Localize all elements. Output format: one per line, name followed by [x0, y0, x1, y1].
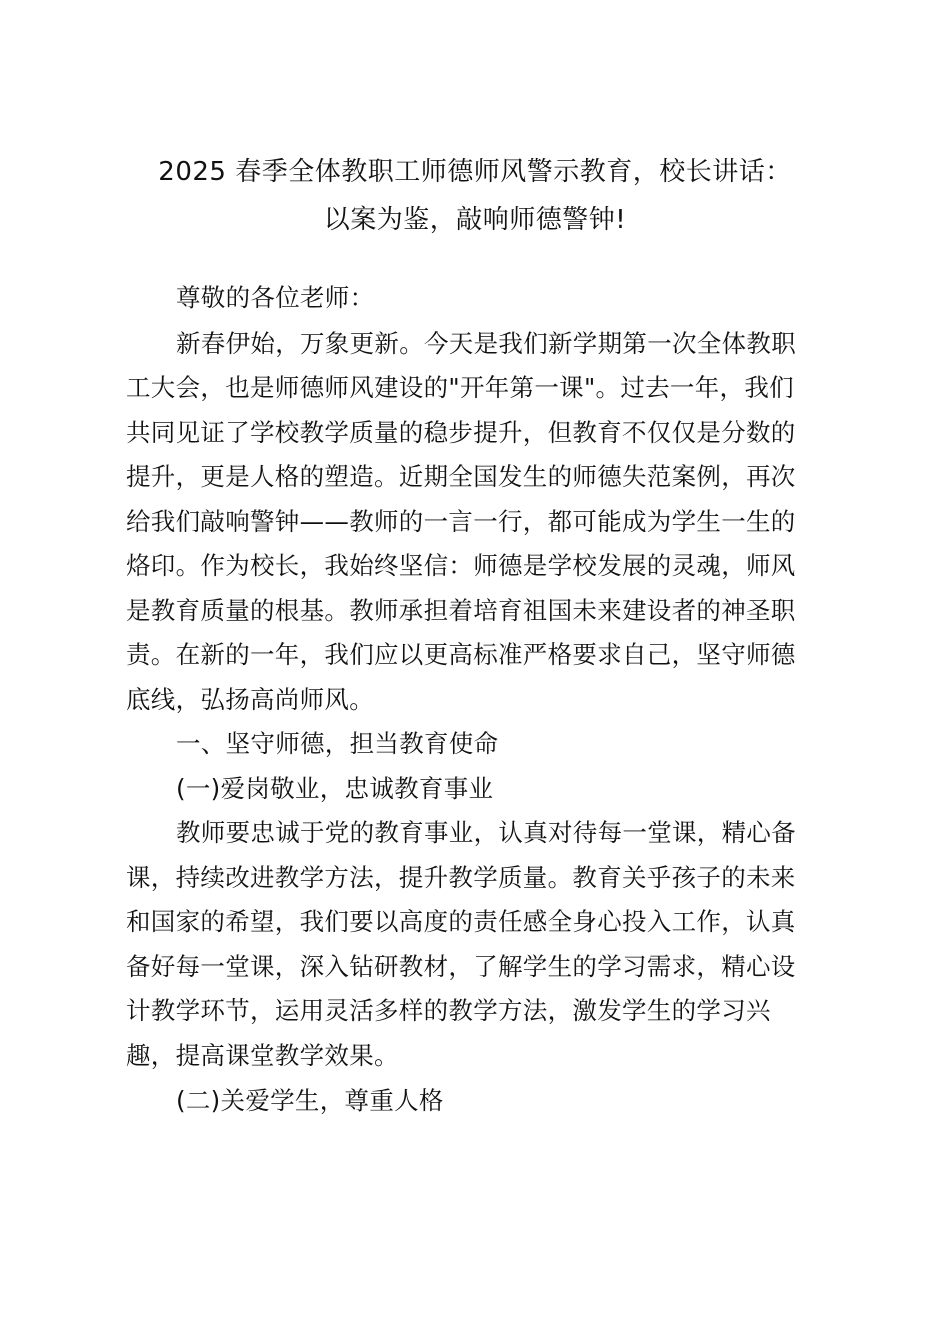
paragraph-1-line: 共同见证了学校教学质量的稳步提升，但教育不仅仅是分数的: [126, 418, 796, 447]
paragraph-2-line: 备好每一堂课，深入钻研教材，了解学生的学习需求，精心设: [126, 952, 796, 981]
subsection-heading-1: (一)爱岗敬业，忠诚教育事业: [176, 774, 494, 803]
paragraph-2-line: 课，持续改进教学方法，提升教学质量。教育关乎孩子的未来: [126, 863, 796, 892]
paragraph-1-line: 新春伊始，万象更新。今天是我们新学期第一次全体教职: [176, 329, 796, 358]
paragraph-1-line: 责。在新的一年，我们应以更高标准严格要求自己，坚守师德: [126, 640, 796, 669]
salutation: 尊敬的各位老师：: [176, 283, 375, 312]
paragraph-2-line: 趣，提高课堂教学效果。: [126, 1041, 399, 1070]
paragraph-1-line: 是教育质量的根基。教师承担着培育祖国未来建设者的神圣职: [126, 596, 796, 625]
paragraph-1-line: 烙印。作为校长，我始终坚信：师德是学校发展的灵魂，师风: [126, 551, 796, 580]
section-heading-1: 一、坚守师德，担当教育使命: [176, 729, 499, 758]
paragraph-1-line: 提升，更是人格的塑造。近期全国发生的师德失范案例，再次: [126, 462, 796, 491]
document-title-line-1: 2025 春季全体教职工师德师风警示教育，校长讲话：: [158, 157, 792, 187]
paragraph-1-line: 给我们敲响警钟——教师的一言一行，都可能成为学生一生的: [126, 507, 796, 536]
paragraph-1-line: 工大会，也是师德师风建设的"开年第一课"。过去一年，我们: [126, 373, 794, 402]
paragraph-2-line: 教师要忠诚于党的教育事业，认真对待每一堂课，精心备: [176, 818, 796, 847]
subsection-heading-2: (二)关爱学生，尊重人格: [176, 1086, 444, 1115]
paragraph-2-line: 和国家的希望，我们要以高度的责任感全身心投入工作，认真: [126, 907, 796, 936]
paragraph-2-line: 计教学环节，运用灵活多样的教学方法，激发学生的学习兴: [126, 996, 771, 1025]
document-title-line-2: 以案为鉴，敲响师德警钟!: [323, 205, 627, 235]
paragraph-1-line: 底线，弘扬高尚师风。: [126, 685, 374, 714]
